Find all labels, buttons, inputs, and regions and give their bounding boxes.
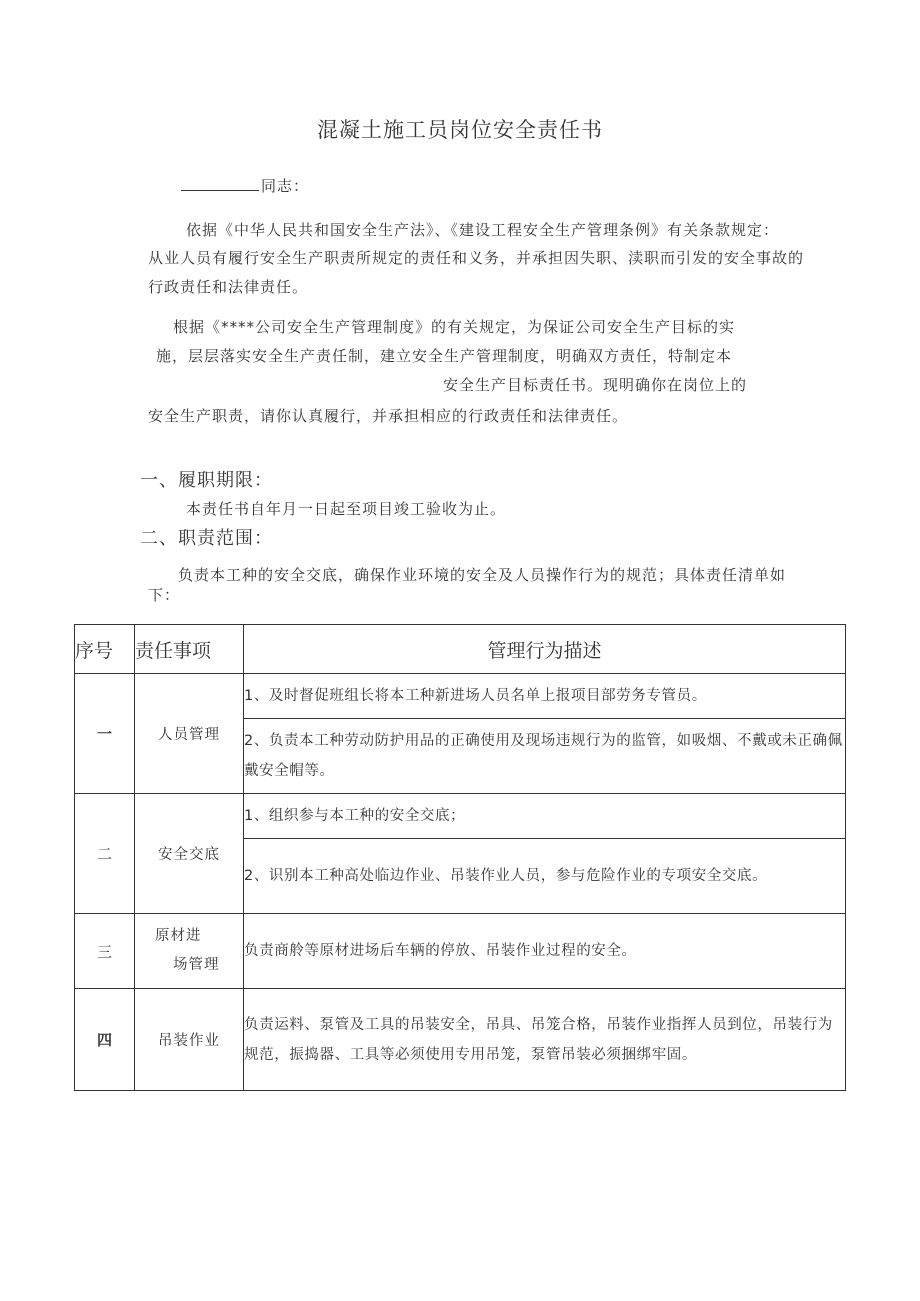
row2-item: 安全交底: [135, 794, 244, 914]
row4-seq: 四: [75, 989, 135, 1091]
row4-desc: 负责运料、泵管及工具的吊装安全，吊具、吊笼合格，吊装作业指挥人员到位，吊装行为规范，振捣器、工具等必须使用专用吊笼，泵管吊装必须捆绑牢固。: [244, 989, 846, 1091]
table-row: [75, 674, 846, 719]
header-item: 责任事项: [135, 625, 244, 674]
row1-desc1: 1、及时督促班组长将本工种新进场人员名单上报项目部劳务专管员。: [244, 674, 846, 719]
row3-desc: 负责商舲等原材进场后车辆的停放、吊装作业过程的安全。: [244, 914, 846, 989]
page-title: 混凝土施工员岗位安全责任书: [317, 118, 603, 142]
name-blank: [181, 176, 259, 191]
row3-item: [135, 914, 244, 989]
row2-desc2: 2、识别本工种高处临边作业、吊装作业人员，参与危险作业的专项安全交底。: [244, 839, 846, 914]
table-row: [75, 914, 846, 989]
row1-item: 人员管理: [135, 674, 244, 794]
row4-item: 吊装作业: [135, 989, 244, 1091]
row2-desc1: 1、组织参与本工种的安全交底；: [244, 794, 846, 839]
para2-line4: 安全生产职责，请你认真履行，并承担相应的行政责任和法律责任。: [148, 407, 629, 425]
row3-item-line1: 原材进: [155, 928, 202, 944]
para1-line3: 行政责任和法律责任。: [148, 278, 309, 296]
para1-line2: 从业人员有履行安全生产职责所规定的责任和义务，并承担因失职、渎职而引发的安全事故的: [148, 249, 805, 267]
table-row: [75, 794, 846, 839]
salutation: [181, 175, 309, 196]
para2-line1: 根据《****公司安全生产管理制度》的有关规定，为保证公司安全生产目标的实: [173, 318, 736, 336]
section2-text-line1: 负责本工种的安全交底，确保作业环境的安全及人员操作行为的规范；具体责任清单如: [178, 566, 787, 584]
table-header-row: [75, 625, 846, 674]
section1-text: 本责任书自年月一日起至项目竣工验收为止。: [186, 500, 507, 518]
section1-heading: 一、履职期限：: [140, 470, 273, 491]
para1-line1: 依据《中华人民共和国安全生产法》、《建设工程安全生产管理条例》有关条款规定：: [186, 221, 780, 239]
para2-line2: 施，层层落实安全生产责任制，建立安全生产管理制度，明确双方责任，特制定本: [156, 347, 733, 365]
section2-heading: 二、职责范围：: [140, 528, 273, 549]
row1-desc2: 2、负责本工种劳动防护用品的正确使用及现场违规行为的监管，如吸烟、不戴或未正确佩戴安全帽等。: [244, 719, 846, 794]
row1-seq: 一: [75, 674, 135, 794]
para2-line3: 安全生产目标责任书。现明确你在岗位上的: [443, 376, 748, 394]
header-seq: 序号: [75, 625, 135, 674]
row2-seq: 二: [75, 794, 135, 914]
salutation-suffix: 同志：: [261, 177, 310, 195]
table-row: [75, 989, 846, 1091]
row3-seq: 三: [75, 914, 135, 989]
section2-text-line2: 下：: [148, 586, 181, 604]
row3-item-line2: 场管理: [173, 957, 220, 973]
responsibility-table: [74, 624, 846, 1091]
header-desc: 管理行为描述: [244, 625, 846, 674]
